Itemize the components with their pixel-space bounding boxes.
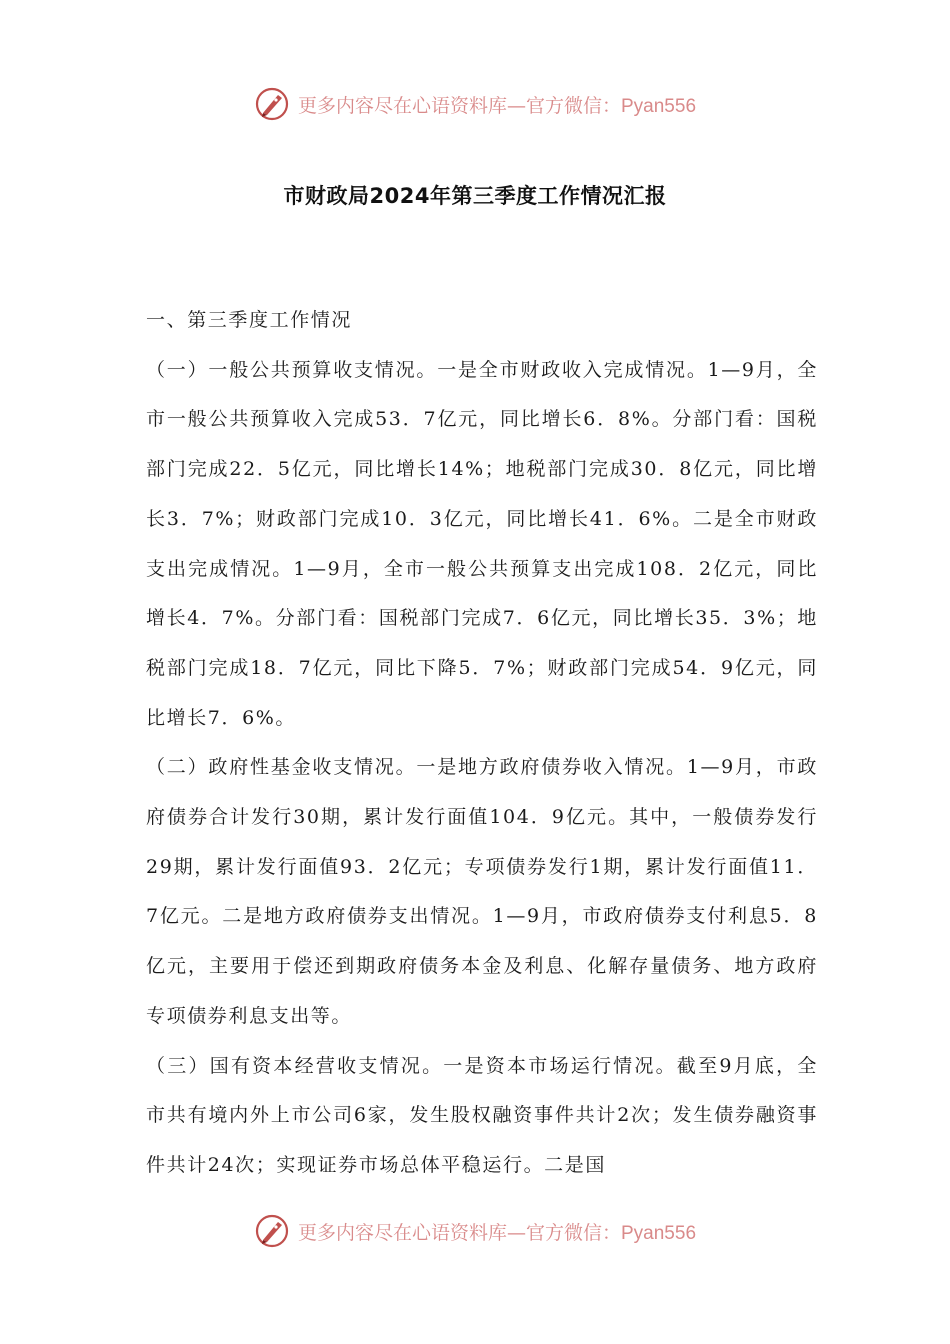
paragraph: （一）一般公共预算收支情况。一是全市财政收入完成情况。1—9月，全市一般公共预算收入完成53．7亿元，同比增长6．8%。分部门看：国税部门完成22．5亿元，同比增长14%；地税部门完成30．8亿元，同比增长3．7%；财政部门完成10．3亿元，同比增长41．6%。二是全市财政支出完成情况。1—9月，全市一般公共预算支出完成108．2亿元，同比增长4．7%。分部门看：国税部门完成7．6亿元，同比增长35．3%；地税部门完成18．7亿元，同比下降5．7%；财政部门完成54．9亿元，同比增长7．6%。 [146,358,818,729]
pen-logo-icon [254,1213,290,1249]
document-body [146,296,818,1191]
document-title: 市财政局2024年第三季度工作情况汇报 [283,184,667,208]
watermark-text: 更多内容尽在心语资料库—官方微信：Pyan556 [297,1221,697,1244]
watermark-text: 更多内容尽在心语资料库—官方微信：Pyan556 [297,94,697,117]
paragraph: （三）国有资本经营收支情况。一是资本市场运行情况。截至9月底，全市共有境内外上市公司6家，发生股权融资事件共计2次；发生债券融资事件共计24次；实现证券市场总体平稳运行。二是国 [146,1054,818,1176]
section-heading: 一、第三季度工作情况 [146,309,353,331]
paragraph: （二）政府性基金收支情况。一是地方政府债券收入情况。1—9月，市政府债券合计发行30期，累计发行面值104．9亿元。其中，一般债券发行29期，累计发行面值93．2亿元；专项债券发行1期，累计发行面值11．7亿元。二是地方政府债券支出情况。1—9月，市政府债券支付利息5．8亿元，主要用于偿还到期政府债务本金及利息、化解存量债务、地方政府专项债券利息支出等。 [146,756,818,1027]
footer-watermark [0,1209,950,1253]
header-watermark [0,82,950,126]
pen-logo-icon [254,86,290,122]
